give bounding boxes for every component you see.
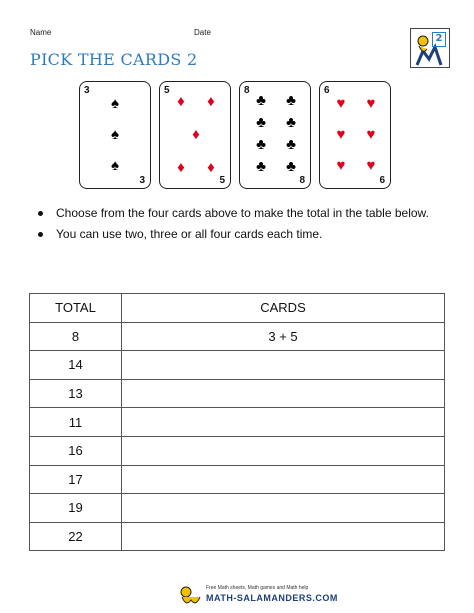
club-icon: ♣	[256, 92, 266, 109]
card-rank: 8	[299, 175, 305, 186]
salamander-logo	[410, 28, 450, 68]
total-cell: 17	[30, 465, 122, 494]
cards-answer-cell[interactable]	[122, 379, 445, 408]
club-icon: ♣	[286, 136, 296, 153]
card-rank: 5	[164, 85, 170, 96]
club-icon: ♣	[256, 136, 266, 153]
spade-icon: ♠	[111, 126, 119, 143]
card-8-clubs	[239, 81, 311, 189]
card-row	[79, 81, 395, 191]
heart-icon: ♥	[336, 95, 346, 112]
card-3-spades	[79, 81, 151, 189]
total-cell: 11	[30, 408, 122, 437]
table-row	[30, 522, 445, 551]
cards-answer-cell[interactable]	[122, 494, 445, 523]
diamond-icon: ♦	[177, 93, 185, 110]
club-icon: ♣	[286, 158, 296, 175]
heart-icon: ♥	[336, 126, 346, 143]
heart-icon: ♥	[336, 157, 346, 174]
total-cell: 14	[30, 351, 122, 380]
total-cell: 19	[30, 494, 122, 523]
cards-answer-cell[interactable]: 3 + 5	[122, 322, 445, 351]
card-rank: 6	[379, 175, 385, 186]
table-row	[30, 351, 445, 380]
club-icon: ♣	[256, 114, 266, 131]
total-column-header: TOTAL	[30, 294, 122, 323]
date-label: Date	[194, 28, 211, 37]
diamond-icon: ♦	[177, 159, 185, 176]
instruction-text: Choose from the four cards above to make the total in the table below.	[56, 206, 429, 220]
diamond-icon: ♦	[207, 93, 215, 110]
table-row	[30, 408, 445, 437]
instructions-list	[36, 204, 436, 246]
spade-icon: ♠	[111, 95, 119, 112]
name-label: Name	[30, 28, 52, 37]
spade-icon: ♠	[111, 157, 119, 174]
table-row	[30, 494, 445, 523]
cards-answer-cell[interactable]	[122, 465, 445, 494]
club-icon: ♣	[256, 158, 266, 175]
card-5-diamonds	[159, 81, 231, 189]
instruction-item	[36, 225, 436, 244]
diamond-icon: ♦	[207, 159, 215, 176]
card-rank: 8	[244, 85, 250, 96]
footer-logo	[178, 585, 338, 609]
footer-brand: MATH-SALAMANDERS.COM	[206, 593, 338, 603]
page-title: PICK THE CARDS 2	[30, 50, 198, 69]
club-icon: ♣	[286, 114, 296, 131]
instruction-text: You can use two, three or all four cards each time.	[56, 227, 323, 241]
table-header-row	[30, 294, 445, 323]
table-row	[30, 322, 445, 351]
card-rank: 5	[219, 175, 225, 186]
card-rank: 3	[139, 175, 145, 186]
grade-badge: 2	[432, 32, 446, 47]
total-cell: 8	[30, 322, 122, 351]
table-row	[30, 465, 445, 494]
table-row	[30, 379, 445, 408]
diamond-icon: ♦	[192, 126, 200, 143]
cards-answer-cell[interactable]	[122, 351, 445, 380]
heart-icon: ♥	[366, 157, 376, 174]
bullet-icon	[38, 232, 43, 237]
cards-answer-cell[interactable]	[122, 522, 445, 551]
cards-answer-cell[interactable]	[122, 436, 445, 465]
cards-answer-cell[interactable]	[122, 408, 445, 437]
table-row	[30, 436, 445, 465]
instruction-item	[36, 204, 436, 223]
total-cell: 22	[30, 522, 122, 551]
heart-icon: ♥	[366, 126, 376, 143]
totals-table	[29, 293, 445, 551]
bullet-icon	[38, 211, 43, 216]
total-cell: 16	[30, 436, 122, 465]
card-6-hearts	[319, 81, 391, 189]
card-rank: 3	[84, 85, 90, 96]
footer-tagline: Free Math sheets, Math games and Math help	[206, 585, 309, 591]
salamander-icon	[178, 585, 204, 609]
total-cell: 13	[30, 379, 122, 408]
card-rank: 6	[324, 85, 330, 96]
heart-icon: ♥	[366, 95, 376, 112]
club-icon: ♣	[286, 92, 296, 109]
cards-column-header: CARDS	[122, 294, 445, 323]
